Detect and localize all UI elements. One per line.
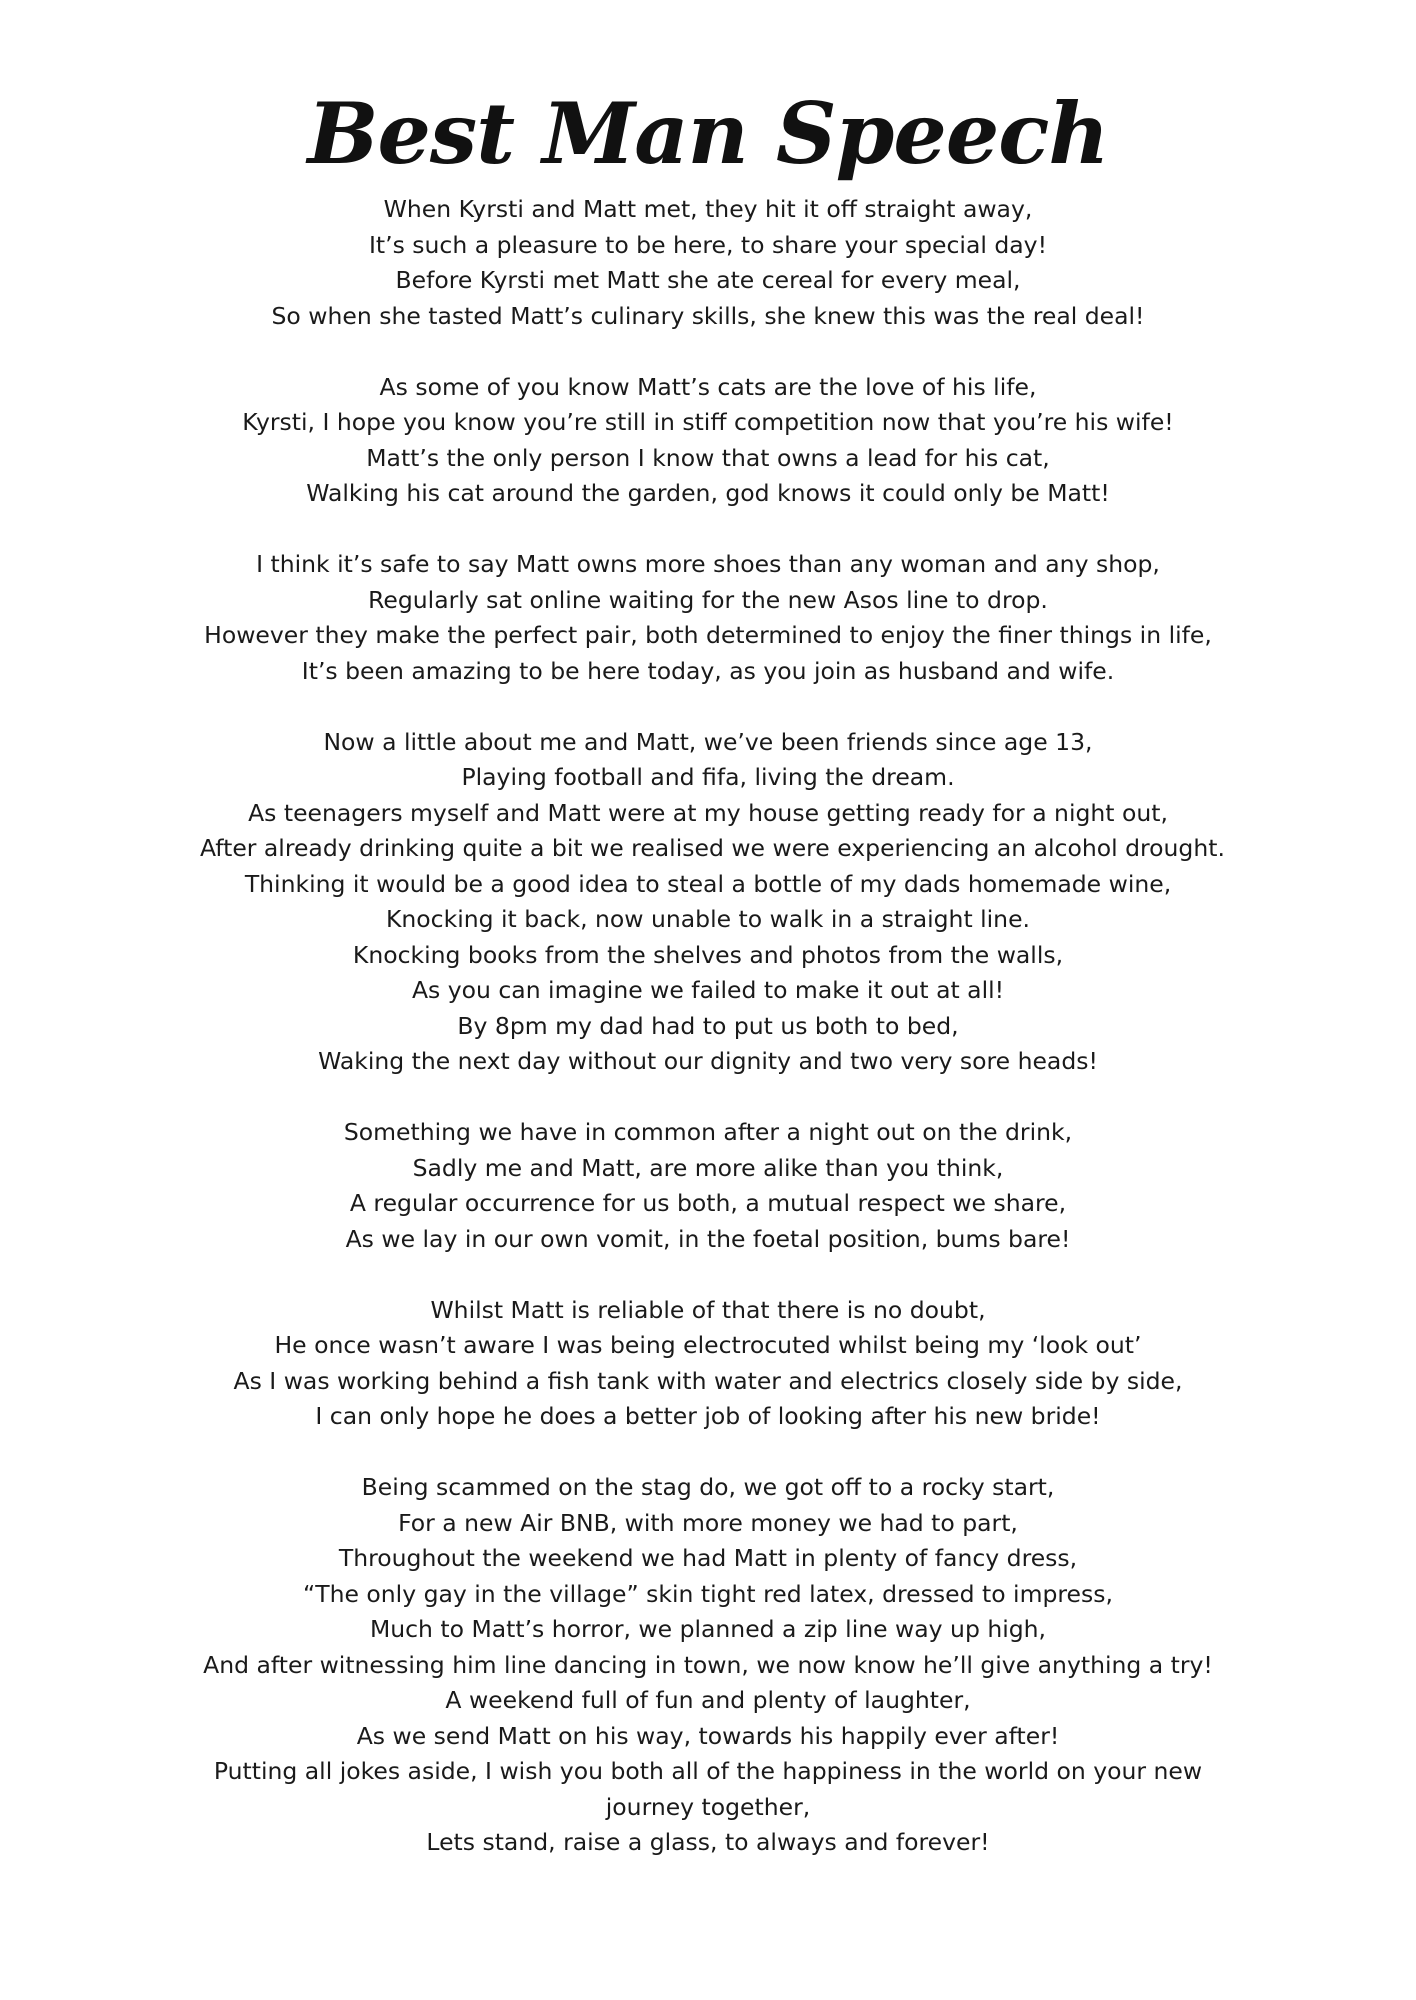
speech-line: Much to Matt’s horror, we planned a zip line way up high, bbox=[369, 1615, 1047, 1643]
speech-line: By 8pm my dad had to put us both to bed, bbox=[457, 1011, 959, 1040]
speech-line: Matt’s the only person I know that owns a lead for his cat, bbox=[366, 443, 1050, 472]
speech-line: Something we have in common after a night out on the drink, bbox=[343, 1118, 1073, 1146]
speech-line: “The only gay in the village” skin tight red latex, dressed to impress, bbox=[303, 1579, 1113, 1608]
speech-line: Waking the next day without our dignity and two very sore heads! bbox=[318, 1047, 1098, 1075]
speech-line: journey together, bbox=[605, 1792, 811, 1821]
speech-line: As you can imagine we failed to make it out at all! bbox=[411, 976, 1005, 1004]
speech-line: A weekend full of fun and plenty of laughter, bbox=[445, 1686, 971, 1714]
speech-body bbox=[200, 192, 1225, 1896]
speech-line: Now a little about me and Matt, we’ve been friends since age 13, bbox=[323, 727, 1093, 756]
speech-line: As I was working behind a fish tank with water and electrics closely side by side, bbox=[233, 1366, 1183, 1395]
speech-line: Kyrsti, I hope you know you’re still in stiff competition now that you’re his wife! bbox=[242, 408, 1174, 436]
speech-line: As we send Matt on his way, towards his happily ever after! bbox=[356, 1721, 1060, 1750]
speech-line: Sadly me and Matt, are more alike than you think, bbox=[412, 1153, 1004, 1182]
speech-line: It’s such a pleasure to be here, to share your special day! bbox=[368, 230, 1048, 259]
speech-line: Before Kyrsti met Matt she ate cereal for every meal, bbox=[395, 266, 1021, 294]
speech-line: Thinking it would be a good idea to steal a bottle of my dads homemade wine, bbox=[244, 869, 1172, 898]
speech-line: Walking his cat around the garden, god knows it could only be Matt! bbox=[306, 479, 1110, 507]
speech-line: So when she tasted Matt’s culinary skills, she knew this was the real deal! bbox=[271, 301, 1145, 330]
stanza-2 bbox=[200, 370, 1216, 512]
speech-line: Knocking it back, now unable to walk in a straight line. bbox=[385, 905, 1031, 933]
page-title: Best Man Speech bbox=[307, 84, 1109, 183]
speech-line: However they make the perfect pair, both determined to enjoy the finer things in life, bbox=[204, 621, 1212, 649]
speech-line: Being scammed on the stag do, we got off to a rocky start, bbox=[361, 1473, 1055, 1501]
speech-line: A regular occurrence for us both, a mutual respect we share, bbox=[349, 1189, 1067, 1217]
speech-line: It’s been amazing to be here today, as you join as husband and wife. bbox=[301, 656, 1115, 685]
speech-line: He once wasn’t aware I was being electrocuted whilst being my ‘look out’ bbox=[274, 1331, 1142, 1359]
stanza-6 bbox=[200, 1293, 1216, 1435]
stanza-3 bbox=[200, 547, 1216, 689]
stanza-7 bbox=[200, 1470, 1216, 1861]
speech-line: I think it’s safe to say Matt owns more shoes than any woman and any shop, bbox=[256, 550, 1160, 578]
speech-line: And after witnessing him line dancing in town, we now know he’ll give anything a try! bbox=[203, 1650, 1213, 1679]
speech-line: After already drinking quite a bit we realised we were experiencing an alcohol drought. bbox=[200, 834, 1225, 862]
speech-line: Putting all jokes aside, I wish you both all of the happiness in the world on your new bbox=[213, 1757, 1203, 1785]
speech-line: I can only hope he does a better job of looking after his new bride! bbox=[315, 1402, 1101, 1430]
stanza-5 bbox=[200, 1115, 1216, 1257]
stanza-1 bbox=[200, 192, 1216, 334]
speech-line: Knocking books from the shelves and photos from the walls, bbox=[352, 940, 1064, 969]
speech-line: Regularly sat online waiting for the new Asos line to drop. bbox=[368, 585, 1048, 614]
speech-line: Playing football and fifa, living the dream. bbox=[461, 763, 955, 791]
speech-line: As teenagers myself and Matt were at my house getting ready for a night out, bbox=[248, 798, 1168, 827]
speech-line: For a new Air BNB, with more money we had to part, bbox=[398, 1508, 1018, 1537]
speech-line: As some of you know Matt’s cats are the love of his life, bbox=[379, 372, 1037, 401]
speech-line: Throughout the weekend we had Matt in plenty of fancy dress, bbox=[338, 1544, 1078, 1572]
stanza-4 bbox=[200, 725, 1225, 1080]
speech-line: As we lay in our own vomit, in the foetal position, bums bare! bbox=[345, 1224, 1071, 1253]
speech-line: Lets stand, raise a glass, to always and forever! bbox=[426, 1828, 990, 1856]
speech-line: Whilst Matt is reliable of that there is no doubt, bbox=[430, 1295, 986, 1324]
speech-line: When Kyrsti and Matt met, they hit it off straight away, bbox=[383, 195, 1033, 223]
